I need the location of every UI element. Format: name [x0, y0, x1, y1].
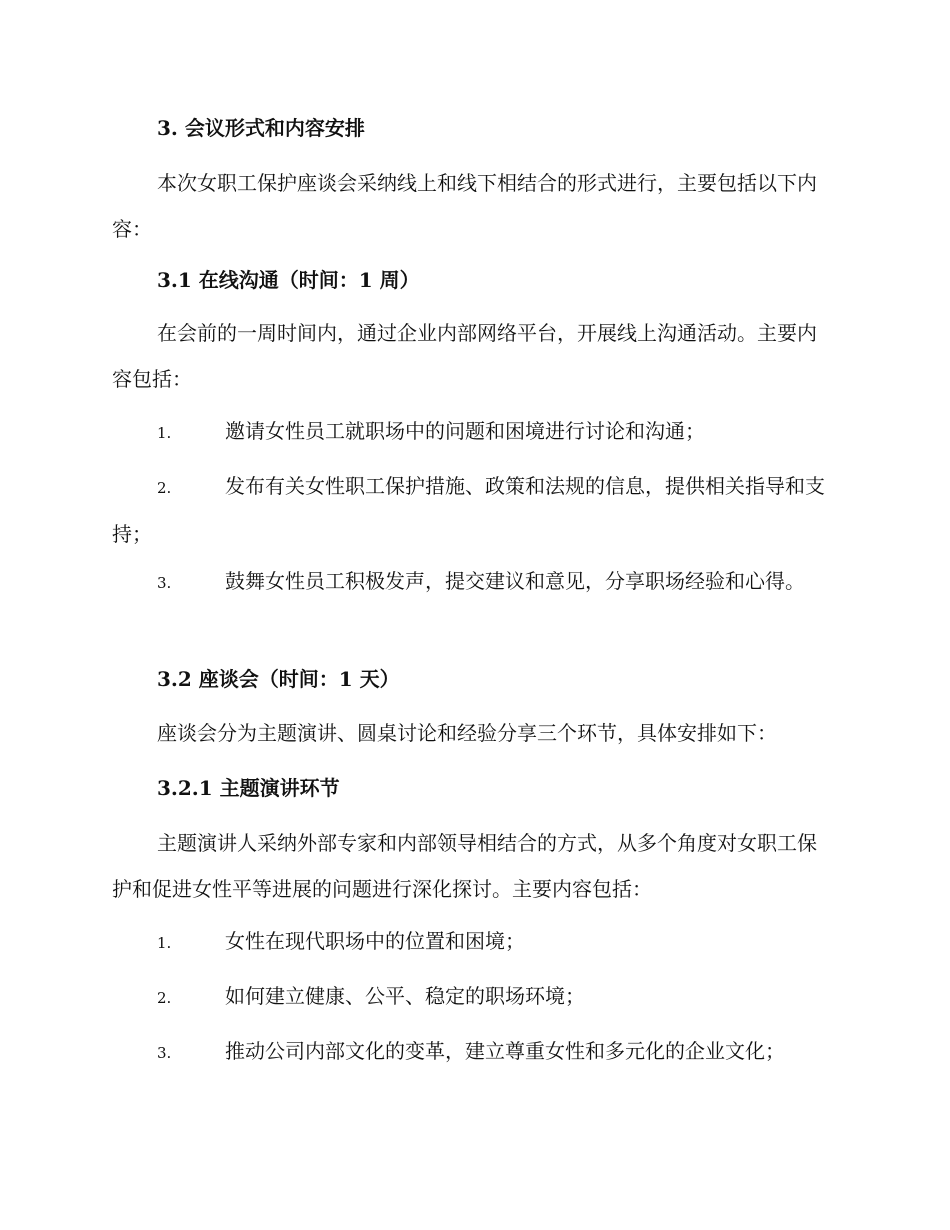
section-3-2-1-heading: 3.2.1 主题演讲环节	[157, 776, 340, 800]
section-3-2-intro: 座谈会分为主题演讲、圆桌讨论和经验分享三个环节，具体安排如下：	[157, 721, 777, 745]
list-item-number: 3.	[157, 1044, 172, 1062]
list-item-number: 2.	[157, 989, 172, 1007]
list-item	[112, 408, 832, 456]
list-item-text: 如何建立健康、公平、稳定的职场环境；	[225, 984, 585, 1008]
list-item-text: 女性在现代职场中的位置和困境；	[225, 929, 525, 953]
section-3-2-1-intro: 主题演讲人采纳外部专家和内部领导相结合的方式，从多个角度对女职工保护和促进女性平等进展的问题进行深化探讨。主要内容包括：	[112, 831, 817, 901]
list-item	[112, 558, 832, 606]
section-3-1-heading: 3.1 在线沟通（时间：1 周）	[157, 268, 420, 292]
list-item-number: 2.	[157, 479, 172, 497]
list-item	[112, 973, 832, 1021]
list-item-text: 邀请女性员工就职场中的问题和困境进行讨论和沟通；	[225, 419, 705, 443]
list-item-number: 1.	[157, 934, 172, 952]
list-item-number: 3.	[157, 574, 172, 592]
section-3-2-heading: 3.2 座谈会（时间：1 天）	[157, 667, 400, 691]
list-item-text: 鼓舞女性员工积极发声，提交建议和意见，分享职场经验和心得。	[225, 569, 805, 593]
list-item-number: 1.	[157, 424, 172, 442]
section-3-1-intro: 在会前的一周时间内，通过企业内部网络平台，开展线上沟通活动。主要内容包括：	[112, 321, 817, 391]
list-item	[112, 463, 832, 557]
section-3-intro: 本次女职工保护座谈会采纳线上和线下相结合的形式进行，主要包括以下内容：	[112, 171, 817, 241]
list-item-text: 发布有关女性职工保护措施、政策和法规的信息，提供相关指导和支持；	[112, 474, 825, 546]
section-3-heading: 3. 会议形式和内容安排	[157, 116, 365, 140]
list-item	[112, 918, 832, 966]
list-item-text: 推动公司内部文化的变革，建立尊重女性和多元化的企业文化；	[225, 1039, 785, 1063]
list-item	[112, 1028, 832, 1076]
